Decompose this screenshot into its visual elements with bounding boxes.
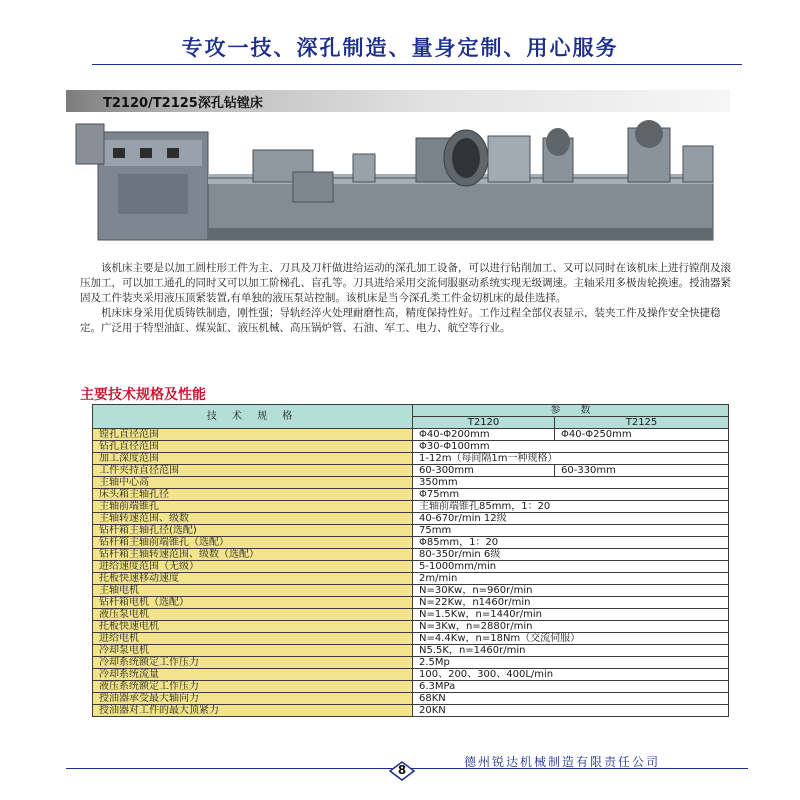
spec-value-cell: 5-1000mm/min <box>413 561 729 573</box>
spec-name-cell: 钻杆箱电机（选配） <box>93 597 413 609</box>
spec-value-cell: Φ30-Φ100mm <box>413 441 729 453</box>
spec-name-cell: 冷却泵电机 <box>93 645 413 657</box>
spec-name-cell: 主轴电机 <box>93 585 413 597</box>
spec-row <box>93 525 729 537</box>
spec-name-cell: 液压泵电机 <box>93 609 413 621</box>
spec-value-cell: 主轴前端锥孔85mm，1：20 <box>413 501 729 513</box>
spec-value-cell: N5.5K，n=1460r/min <box>413 645 729 657</box>
spec-name-cell: 加工深度范围 <box>93 453 413 465</box>
company-name: 德州锐达机械制造有限责任公司 <box>464 755 661 769</box>
spec-value-cell: Φ40-Φ250mm <box>555 429 729 441</box>
description-paragraph: 机床床身采用优质铸铁制造，刚性强；导轨经淬火处理耐磨性高，精度保持性好。工作过程全部仪表显示，装夹工件及操作安全快捷稳定。广泛用于特型油缸、煤炭缸、液压机械、高压锅炉管、石油、军工、电力、航空等行业。 <box>80 307 721 334</box>
product-description <box>80 261 740 336</box>
spec-name-cell: 托板快速电机 <box>93 621 413 633</box>
spec-value-cell: N=3Kw，n=2880r/min <box>413 621 729 633</box>
spec-value-cell: 6.3MPa <box>413 681 729 693</box>
spec-name-cell: 钻杆箱主轴前端锥孔（选配） <box>93 537 413 549</box>
spec-name-cell: 液压系统额定工作压力 <box>93 681 413 693</box>
spec-name-cell: 冷却系统额定工作压力 <box>93 657 413 669</box>
spec-row <box>93 705 729 717</box>
spec-row <box>93 441 729 453</box>
spec-section-title: 主要技术规格及性能 <box>80 387 206 403</box>
spec-row <box>93 633 729 645</box>
spec-row <box>93 693 729 705</box>
spec-value-cell: Φ75mm <box>413 489 729 501</box>
description-paragraph: 该机床主要是以加工圆柱形工件为主、刀具及刀杆做进给运动的深孔加工设备，可以进行钻削加工、又可以同时在该机床上进行镗削及滚压加工，可以加工通孔的同时又可以加工阶梯孔、盲孔等。刀具进给采用交流伺服驱动系统实现无级调速。主轴采用多极齿轮换速。授油器紧固及工件装夹采用液压顶紧装置,有单独的液压泵站控制。该机床是当今深孔类工件金切机床的最佳选择。 <box>80 262 731 304</box>
spec-table <box>92 404 729 717</box>
spec-name-cell: 进给速度范围（无级） <box>93 561 413 573</box>
spec-value-cell: 1-12m（每间隔1m一种规格） <box>413 453 729 465</box>
machine-illustration <box>68 112 720 254</box>
spec-name-cell: 授油器对工件的最大顶紧力 <box>93 705 413 717</box>
spec-row <box>93 645 729 657</box>
product-title: T2120/T2125深孔钻镗床 <box>103 96 263 111</box>
spec-row <box>93 573 729 585</box>
page-number: 8 <box>397 763 407 777</box>
spec-name-cell: 授油器承受最大轴向力 <box>93 693 413 705</box>
spec-header-params: 参 数 <box>413 405 729 417</box>
spec-value-cell: 100、200、300、400L/min <box>413 669 729 681</box>
spec-name-cell: 冷却系统流量 <box>93 669 413 681</box>
spec-value-cell: 20KN <box>413 705 729 717</box>
spec-value-cell: 2m/min <box>413 573 729 585</box>
spec-header-name: 技 术 规 格 <box>93 405 413 429</box>
spec-row <box>93 465 729 477</box>
spec-name-cell: 钻杆箱主轴孔径(选配) <box>93 525 413 537</box>
spec-row <box>93 561 729 573</box>
spec-name-cell: 进给电机 <box>93 633 413 645</box>
spec-row <box>93 597 729 609</box>
spec-row <box>93 681 729 693</box>
spec-value-cell: N=22Kw，n1460r/min <box>413 597 729 609</box>
spec-value-cell: 2.5Mp <box>413 657 729 669</box>
spec-row <box>93 585 729 597</box>
spec-row <box>93 657 729 669</box>
spec-row <box>93 621 729 633</box>
spec-value-cell: 350mm <box>413 477 729 489</box>
spec-row <box>93 501 729 513</box>
spec-name-cell: 床头箱主轴孔径 <box>93 489 413 501</box>
spec-header-model-t2125: T2125 <box>555 417 729 429</box>
spec-name-cell: 主轴中心高 <box>93 477 413 489</box>
spec-row <box>93 537 729 549</box>
spec-value-cell: 60-300mm <box>413 465 555 477</box>
spec-value-cell: N=4.4Kw，n=18Nm（交流伺服） <box>413 633 729 645</box>
header-slogan: 专攻一技、深孔制造、量身定制、用心服务 <box>181 36 619 60</box>
spec-name-cell: 托板快速移动速度 <box>93 573 413 585</box>
spec-value-cell: 68KN <box>413 693 729 705</box>
spec-header-row <box>93 405 729 417</box>
spec-row <box>93 489 729 501</box>
spec-value-cell: Φ40-Φ200mm <box>413 429 555 441</box>
spec-row <box>93 609 729 621</box>
spec-name-cell: 钻孔直径范围 <box>93 441 413 453</box>
spec-row <box>93 477 729 489</box>
spec-name-cell: 工件夹持直径范围 <box>93 465 413 477</box>
spec-name-cell: 主轴转速范围、级数 <box>93 513 413 525</box>
spec-value-cell: Φ85mm，1：20 <box>413 537 729 549</box>
spec-name-cell: 镗孔直径范围 <box>93 429 413 441</box>
spec-value-cell: 40-670r/min 12级 <box>413 513 729 525</box>
spec-row <box>93 429 729 441</box>
page-number-badge <box>389 761 415 781</box>
spec-row <box>93 669 729 681</box>
spec-value-cell: 60-330mm <box>555 465 729 477</box>
spec-name-cell: 钻杆箱主轴转速范围、级数（选配） <box>93 549 413 561</box>
spec-header-model-t2120: T2120 <box>413 417 555 429</box>
spec-name-cell: 主轴前端锥孔 <box>93 501 413 513</box>
spec-row <box>93 549 729 561</box>
spec-value-cell: 80-350r/min 6级 <box>413 549 729 561</box>
spec-row <box>93 453 729 465</box>
spec-value-cell: N=30Kw，n=960r/min <box>413 585 729 597</box>
header-rule <box>92 64 742 65</box>
spec-value-cell: 75mm <box>413 525 729 537</box>
spec-value-cell: N=1.5Kw，n=1440r/min <box>413 609 729 621</box>
spec-row <box>93 513 729 525</box>
